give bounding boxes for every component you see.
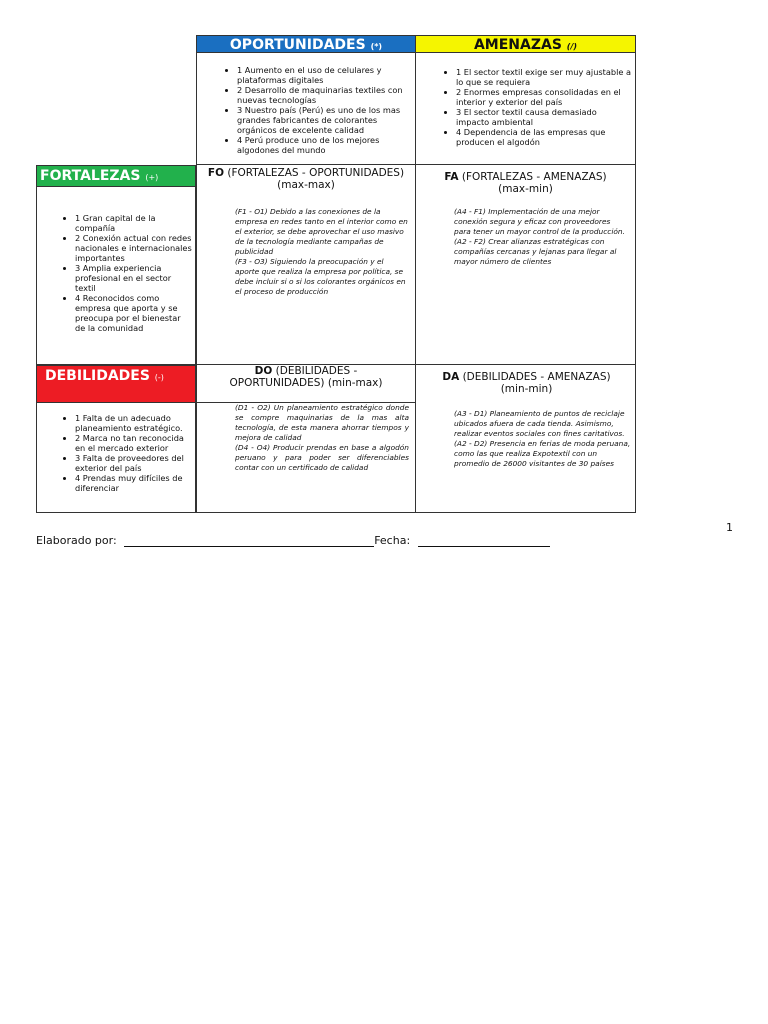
- do-subtitle: (DEBILIDADES - OPORTUNIDADES) (min-max): [229, 365, 383, 389]
- fa-cell: [416, 165, 636, 365]
- amenazas-header: [416, 35, 636, 53]
- page-number: 1: [726, 521, 733, 534]
- fo-code: FO: [207, 167, 225, 179]
- amenazas-cell: [416, 53, 636, 165]
- da-cell: [416, 365, 636, 513]
- debilidades-list: [57, 413, 193, 493]
- amenazas-list: [438, 67, 631, 147]
- da-text-1: (A3 - D1) Planeamiento de puntos de reciclaje ubicados afuera de cada tienda. Asimismo, realizar eventos sociales con fines caritativos.: [454, 409, 625, 438]
- do-cell: [196, 365, 416, 513]
- amenazas-sign: (/): [566, 42, 578, 51]
- debilidades-sign: (-): [154, 373, 164, 382]
- do-text-2: (D4 - O4) Producir prendas en base a algodón peruano y para poder ser diferenciables contar con un certificado de calidad: [235, 443, 409, 472]
- do-code: DO: [254, 365, 273, 377]
- list-item: • 2 Conexión actual con redes nacionales e internacionales importantes: [75, 233, 193, 263]
- fa-subtitle: (FORTALEZAS - AMENAZAS) (max-min): [461, 171, 607, 195]
- fortalezas-title: FORTALEZAS: [40, 168, 141, 184]
- fo-text-2: (F3 - O3) Siguiendo la preocupación y el aporte que realiza la empresa por política, se debe incluir si o si los colorantes orgánicos en el proceso de producción: [235, 257, 406, 296]
- list-item: • 3 Amplia experiencia profesional en el sector textil: [75, 263, 193, 293]
- list-item: • 4 Dependencia de las empresas que producen el algodón: [456, 127, 631, 147]
- fo-cell: [196, 165, 416, 365]
- list-item: • 2 Enormes empresas consolidadas en el interior y exterior del país: [456, 87, 631, 107]
- fortalezas-list: [57, 213, 193, 333]
- da-subtitle: (DEBILIDADES - AMENAZAS) (min-min): [462, 371, 611, 395]
- fo-title: [203, 167, 409, 191]
- elaborado-line[interactable]: [124, 535, 374, 547]
- oportunidades-cell: [196, 53, 416, 165]
- fecha-label: Fecha:: [374, 534, 411, 547]
- list-item: • 2 Marca no tan reconocida en el mercado exterior: [75, 433, 193, 453]
- list-item: • 1 Falta de un adecuado planeamiento estratégico.: [75, 413, 193, 433]
- fo-subtitle: (FORTALEZAS - OPORTUNIDADES) (max-max): [227, 167, 405, 191]
- debilidades-header: [36, 365, 196, 403]
- oportunidades-title: OPORTUNIDADES: [229, 37, 366, 53]
- list-item: • 4 Prendas muy difíciles de diferenciar: [75, 473, 193, 493]
- do-text-1: (D1 - O2) Un planeamiento estratégico donde se compre maquinarias de la mas alta tecnología, de esta manera ahorrar tiempos y mejora de calidad: [235, 403, 409, 442]
- fo-text-1: (F1 - O1) Debido a las conexiones de la empresa en redes tanto en el interior como en el exterior, se debe aprovechar el uso masivo de la tecnología mediante campañas de publicidad: [235, 207, 408, 256]
- fa-text-2: (A2 - F2) Crear alianzas estratégicas con compañías cercanas y lejanas para llegar al mayor número de clientes: [454, 237, 617, 266]
- fortalezas-sign: (+): [145, 173, 159, 182]
- do-title: [197, 365, 415, 403]
- fa-code: FA: [444, 171, 459, 183]
- list-item: • 1 Gran capital de la compañía: [75, 213, 193, 233]
- list-item: • 3 El sector textil causa demasiado impacto ambiental: [456, 107, 631, 127]
- da-title: [422, 371, 631, 395]
- da-text-2: (A2 - D2) Presencia en ferias de moda peruana, como las que realiza Expotextil con un promedio de 26000 visitantes de 30 países: [454, 439, 631, 468]
- footer: [36, 534, 550, 547]
- da-code: DA: [442, 371, 460, 383]
- list-item: • 3 Falta de proveedores del exterior del país: [75, 453, 193, 473]
- oportunidades-list: [219, 65, 411, 155]
- elaborado-label: Elaborado por:: [36, 534, 117, 547]
- debilidades-cell: [36, 403, 196, 513]
- list-item: • 3 Nuestro país (Perú) es uno de los mas grandes fabricantes de colorantes orgánicos de excelente calidad: [237, 105, 411, 135]
- amenazas-title: AMENAZAS: [473, 37, 562, 53]
- debilidades-title: DEBILIDADES: [45, 368, 150, 384]
- list-item: • 1 El sector textil exige ser muy ajustable a lo que se requiera: [456, 67, 631, 87]
- list-item: • 4 Reconocidos como empresa que aporta y se preocupa por el bienestar de la comunidad: [75, 293, 193, 333]
- list-item: • 4 Perú produce uno de los mejores algodones del mundo: [237, 135, 411, 155]
- oportunidades-sign: (*): [370, 42, 383, 51]
- fa-text-1: (A4 - F1) Implementación de una mejor conexión segura y eficaz con proveedores para tener un mayor control de la producción.: [454, 207, 625, 236]
- fecha-line[interactable]: [418, 535, 550, 547]
- list-item: • 2 Desarrollo de maquinarias textiles con nuevas tecnologías: [237, 85, 411, 105]
- oportunidades-header: [196, 35, 416, 53]
- fortalezas-header: [36, 165, 196, 187]
- fa-title: [422, 171, 629, 195]
- fortalezas-cell: [36, 187, 196, 365]
- list-item: • 1 Aumento en el uso de celulares y plataformas digitales: [237, 65, 411, 85]
